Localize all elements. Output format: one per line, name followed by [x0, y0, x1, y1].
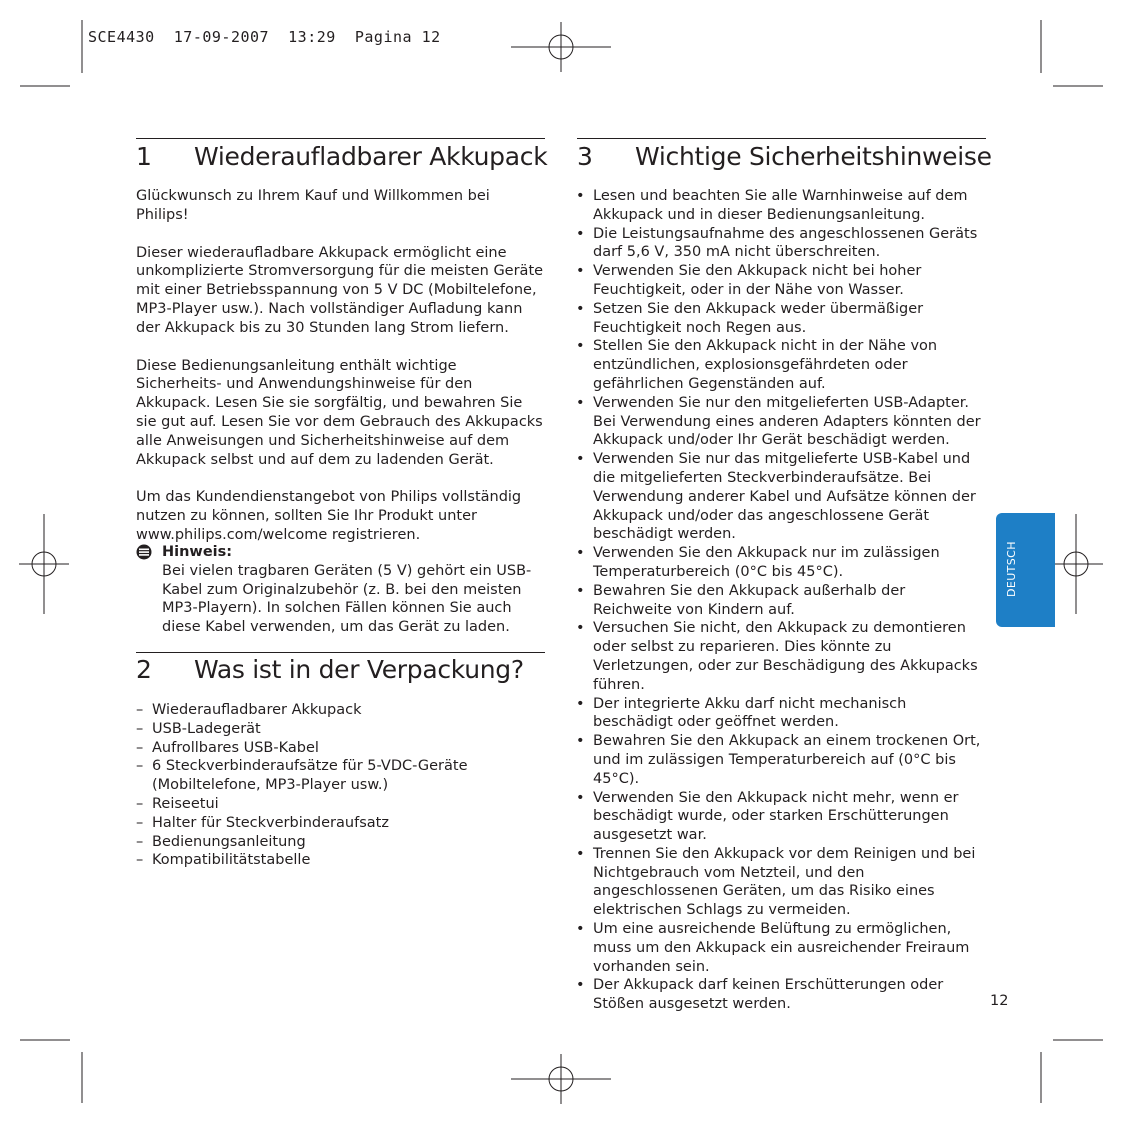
section-1-body — [136, 187, 546, 564]
list-item: – Wiederaufladbarer Akkupack — [136, 701, 546, 720]
list-item: – Kompatibilitätstabelle — [136, 851, 546, 870]
list-item: • Versuchen Sie nicht, den Akkupack zu demontieren oder selbst zu reparieren. Dies könnte zu Verletzungen, oder zur Beschädigung des Akkupacks führen. — [576, 619, 988, 694]
list-item: • Der integrierte Akku darf nicht mechanisch beschädigt oder geöffnet werden. — [576, 695, 988, 733]
page-number: 12 — [990, 993, 1009, 1009]
list-item: • Bewahren Sie den Akkupack an einem trockenen Ort, und im zulässigen Temperaturbereich auf (0°C bis 45°C). — [576, 732, 988, 788]
section-number: 1 — [136, 142, 152, 171]
list-item: • Lesen und beachten Sie alle Warnhinweise auf dem Akkupack und in dieser Bedienungsanleitung. — [576, 187, 988, 225]
list-item: • Der Akkupack darf keinen Erschütterungen oder Stößen ausgesetzt werden. — [576, 976, 988, 1014]
section-title: Was ist in der Verpackung? — [194, 655, 524, 684]
paragraph: Dieser wiederaufladbare Akkupack ermöglicht eine unkomplizierte Stromversorgung für die meisten Geräte mit einer Betriebsspannung von 5 V DC (Mobiltelefone, MP3-Player usw.). Nach vollständiger Aufladung kann der Akkupack bis zu 30 Stunden lang Strom liefern. — [136, 244, 544, 336]
print-slug: SCE4430 17-09-2007 13:29 Pagina 12 — [88, 28, 441, 46]
note-title: Hinweis: — [162, 544, 233, 560]
list-item: – Halter für Steckverbinderaufsatz — [136, 814, 546, 833]
list-item: – Reiseetui — [136, 795, 546, 814]
section-rule — [136, 138, 545, 139]
language-tab — [996, 513, 1055, 627]
section-number: 3 — [577, 142, 593, 171]
note-text: Bei vielen tragbaren Geräten (5 V) gehört ein USB-Kabel zum Originalzubehör (z. B. bei den meisten MP3-Playern). In solchen Fällen können Sie auch diese Kabel verwenden, um das Gerät zu laden. — [162, 562, 532, 636]
paragraph: Um das Kundendienstangebot von Philips vollständig nutzen zu können, sollten Sie Ihr Produkt unter www.philips.com/welcome registrieren. — [136, 489, 522, 543]
list-item: • Die Leistungsaufnahme des angeschlossenen Geräts darf 5,6 V, 350 mA nicht überschreiten. — [576, 225, 988, 263]
section-number: 2 — [136, 655, 152, 684]
section-heading — [577, 142, 992, 174]
list-item: • Verwenden Sie nur das mitgelieferte USB-Kabel und die mitgelieferten Steckverbinderaufsätze. Bei Verwendung anderer Kabel und Aufsätze können der Akkupack und/oder das angeschlossene Gerät beschädigt werden. — [576, 450, 988, 544]
section-rule — [577, 138, 986, 139]
list-item: • Verwenden Sie nur den mitgelieferten USB-Adapter. Bei Verwendung eines anderen Adapters könnten der Akkupack und/oder Ihr Gerät beschädigt werden. — [576, 394, 988, 450]
section-heading — [136, 655, 545, 687]
note-box — [162, 543, 546, 637]
section-title: Wiederaufladbarer Akkupack — [194, 142, 548, 171]
list-item: – 6 Steckverbinderaufsätze für 5-VDC-Geräte (Mobiltelefone, MP3-Player usw.) — [136, 757, 546, 795]
list-item: • Bewahren Sie den Akkupack außerhalb der Reichweite von Kindern auf. — [576, 582, 988, 620]
section-title: Wichtige Sicherheitshinweise — [635, 142, 992, 171]
list-item: • Setzen Sie den Akkupack weder übermäßiger Feuchtigkeit noch Regen aus. — [576, 300, 988, 338]
section-heading — [136, 142, 548, 174]
list-item: • Um eine ausreichende Belüftung zu ermöglichen, muss um den Akkupack ein ausreichender Freiraum vorhanden sein. — [576, 920, 988, 976]
list-item: – Bedienungsanleitung — [136, 833, 546, 852]
safety-instructions-list — [576, 187, 988, 1014]
paragraph: Diese Bedienungsanleitung enthält wichtige Sicherheits- und Anwendungshinweise für den Akkupack. Lesen Sie sie sorgfältig, und bewahren Sie sie gut auf. Lesen Sie vor dem Gebrauch des Akkupacks alle Anweisungen und Sicherheitshinweise auf dem Akkupack selbst und auf dem zu ladenden Gerät. — [136, 357, 543, 468]
package-contents-list — [136, 701, 546, 870]
list-item: • Stellen Sie den Akkupack nicht in der Nähe von entzündlichen, explosionsgefährdeten oder gefährlichen Gegenständen auf. — [576, 337, 988, 393]
note-icon — [136, 544, 152, 560]
list-item: • Trennen Sie den Akkupack vor dem Reinigen und bei Nichtgebrauch vom Netzteil, und den angeschlossenen Geräten, um das Risiko eines elektrischen Schlags zu vermeiden. — [576, 845, 988, 920]
list-item: • Verwenden Sie den Akkupack nicht bei hoher Feuchtigkeit, oder in der Nähe von Wasser. — [576, 262, 988, 300]
language-tab-label: DEUTSCH — [1005, 541, 1018, 597]
list-item: – USB-Ladegerät — [136, 720, 546, 739]
list-item: – Aufrollbares USB-Kabel — [136, 739, 546, 758]
paragraph: Glückwunsch zu Ihrem Kauf und Willkommen bei Philips! — [136, 188, 490, 223]
section-rule — [136, 652, 545, 653]
list-item: • Verwenden Sie den Akkupack nur im zulässigen Temperaturbereich (0°C bis 45°C). — [576, 544, 988, 582]
list-item: • Verwenden Sie den Akkupack nicht mehr, wenn er beschädigt wurde, oder starken Erschütterungen ausgesetzt war. — [576, 789, 988, 845]
